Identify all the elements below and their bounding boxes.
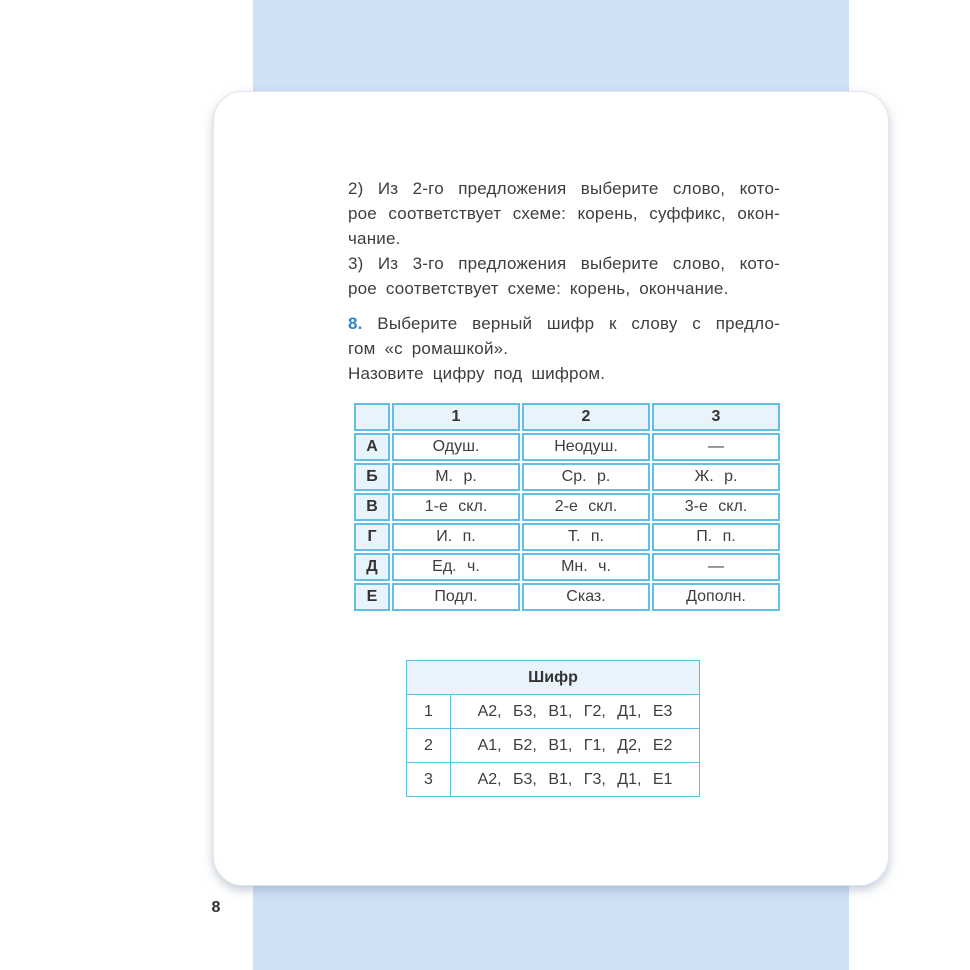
table-cell: Сказ. bbox=[522, 583, 650, 611]
row-label: Е bbox=[354, 583, 390, 611]
task-number: 8. bbox=[348, 314, 363, 333]
row-label: Б bbox=[354, 463, 390, 491]
exercise-text-block bbox=[348, 176, 780, 386]
table-row bbox=[354, 523, 780, 551]
table-row bbox=[354, 583, 780, 611]
cipher-row-value: А1, Б2, В1, Г1, Д2, Е2 bbox=[451, 729, 700, 763]
cipher-row-number: 1 bbox=[407, 695, 451, 729]
paragraph-line: 2) Из 2-го предложения выберите слово, кото- bbox=[348, 179, 780, 198]
table-cell: Т. п. bbox=[522, 523, 650, 551]
table-cell: 3-е скл. bbox=[652, 493, 780, 521]
cipher-row bbox=[407, 729, 700, 763]
row-label: Д bbox=[354, 553, 390, 581]
table-row bbox=[354, 493, 780, 521]
paragraph-line: рое соответствует схеме: корень, окончание. bbox=[348, 279, 729, 298]
classification-table bbox=[352, 401, 782, 613]
table-cell: И. п. bbox=[392, 523, 520, 551]
cipher-header-row bbox=[407, 661, 700, 695]
table-corner-cell bbox=[354, 403, 390, 431]
table-cell: Подл. bbox=[392, 583, 520, 611]
table-cell: 1-е скл. bbox=[392, 493, 520, 521]
table-cell: Дополн. bbox=[652, 583, 780, 611]
cipher-row-number: 3 bbox=[407, 763, 451, 797]
paragraph-line: рое соответствует схеме: корень, суффикс, окон- bbox=[348, 204, 780, 223]
table-cell: П. п. bbox=[652, 523, 780, 551]
table-cell: Одуш. bbox=[392, 433, 520, 461]
paragraph-item-2 bbox=[348, 176, 780, 251]
column-header-1: 1 bbox=[392, 403, 520, 431]
row-label: Г bbox=[354, 523, 390, 551]
paragraph-line: 3) Из 3-го предложения выберите слово, кото- bbox=[348, 254, 780, 273]
row-label: А bbox=[354, 433, 390, 461]
table-cell: Ср. р. bbox=[522, 463, 650, 491]
table-cell: Мн. ч. bbox=[522, 553, 650, 581]
cipher-row-value: А2, Б3, В1, Г3, Д1, Е1 bbox=[451, 763, 700, 797]
cipher-row-value: А2, Б3, В1, Г2, Д1, Е3 bbox=[451, 695, 700, 729]
paragraph-item-3 bbox=[348, 251, 780, 301]
table-cell: Ед. ч. bbox=[392, 553, 520, 581]
table-cell: 2-е скл. bbox=[522, 493, 650, 521]
cipher-table-title: Шифр bbox=[407, 661, 700, 695]
cipher-row bbox=[407, 763, 700, 797]
task-8 bbox=[348, 311, 780, 386]
column-header-3: 3 bbox=[652, 403, 780, 431]
task-8-first-line bbox=[348, 311, 780, 336]
cipher-table bbox=[406, 660, 700, 797]
table-header-row bbox=[354, 403, 780, 431]
table-cell: М. р. bbox=[392, 463, 520, 491]
task-8-line: Назовите цифру под шифром. bbox=[348, 364, 606, 383]
table-cell: — bbox=[652, 553, 780, 581]
task-text: Выберите верный шифр к слову с предло- bbox=[377, 314, 780, 333]
cipher-row bbox=[407, 695, 700, 729]
table-cell: Неодуш. bbox=[522, 433, 650, 461]
cipher-row-number: 2 bbox=[407, 729, 451, 763]
table-cell: — bbox=[652, 433, 780, 461]
paragraph-line: чание. bbox=[348, 229, 401, 248]
table-row bbox=[354, 433, 780, 461]
table-row bbox=[354, 553, 780, 581]
row-label: В bbox=[354, 493, 390, 521]
task-8-line: гом «с ромашкой». bbox=[348, 339, 509, 358]
column-header-2: 2 bbox=[522, 403, 650, 431]
table-cell: Ж. р. bbox=[652, 463, 780, 491]
table-row bbox=[354, 463, 780, 491]
page-number: 8 bbox=[211, 899, 221, 916]
